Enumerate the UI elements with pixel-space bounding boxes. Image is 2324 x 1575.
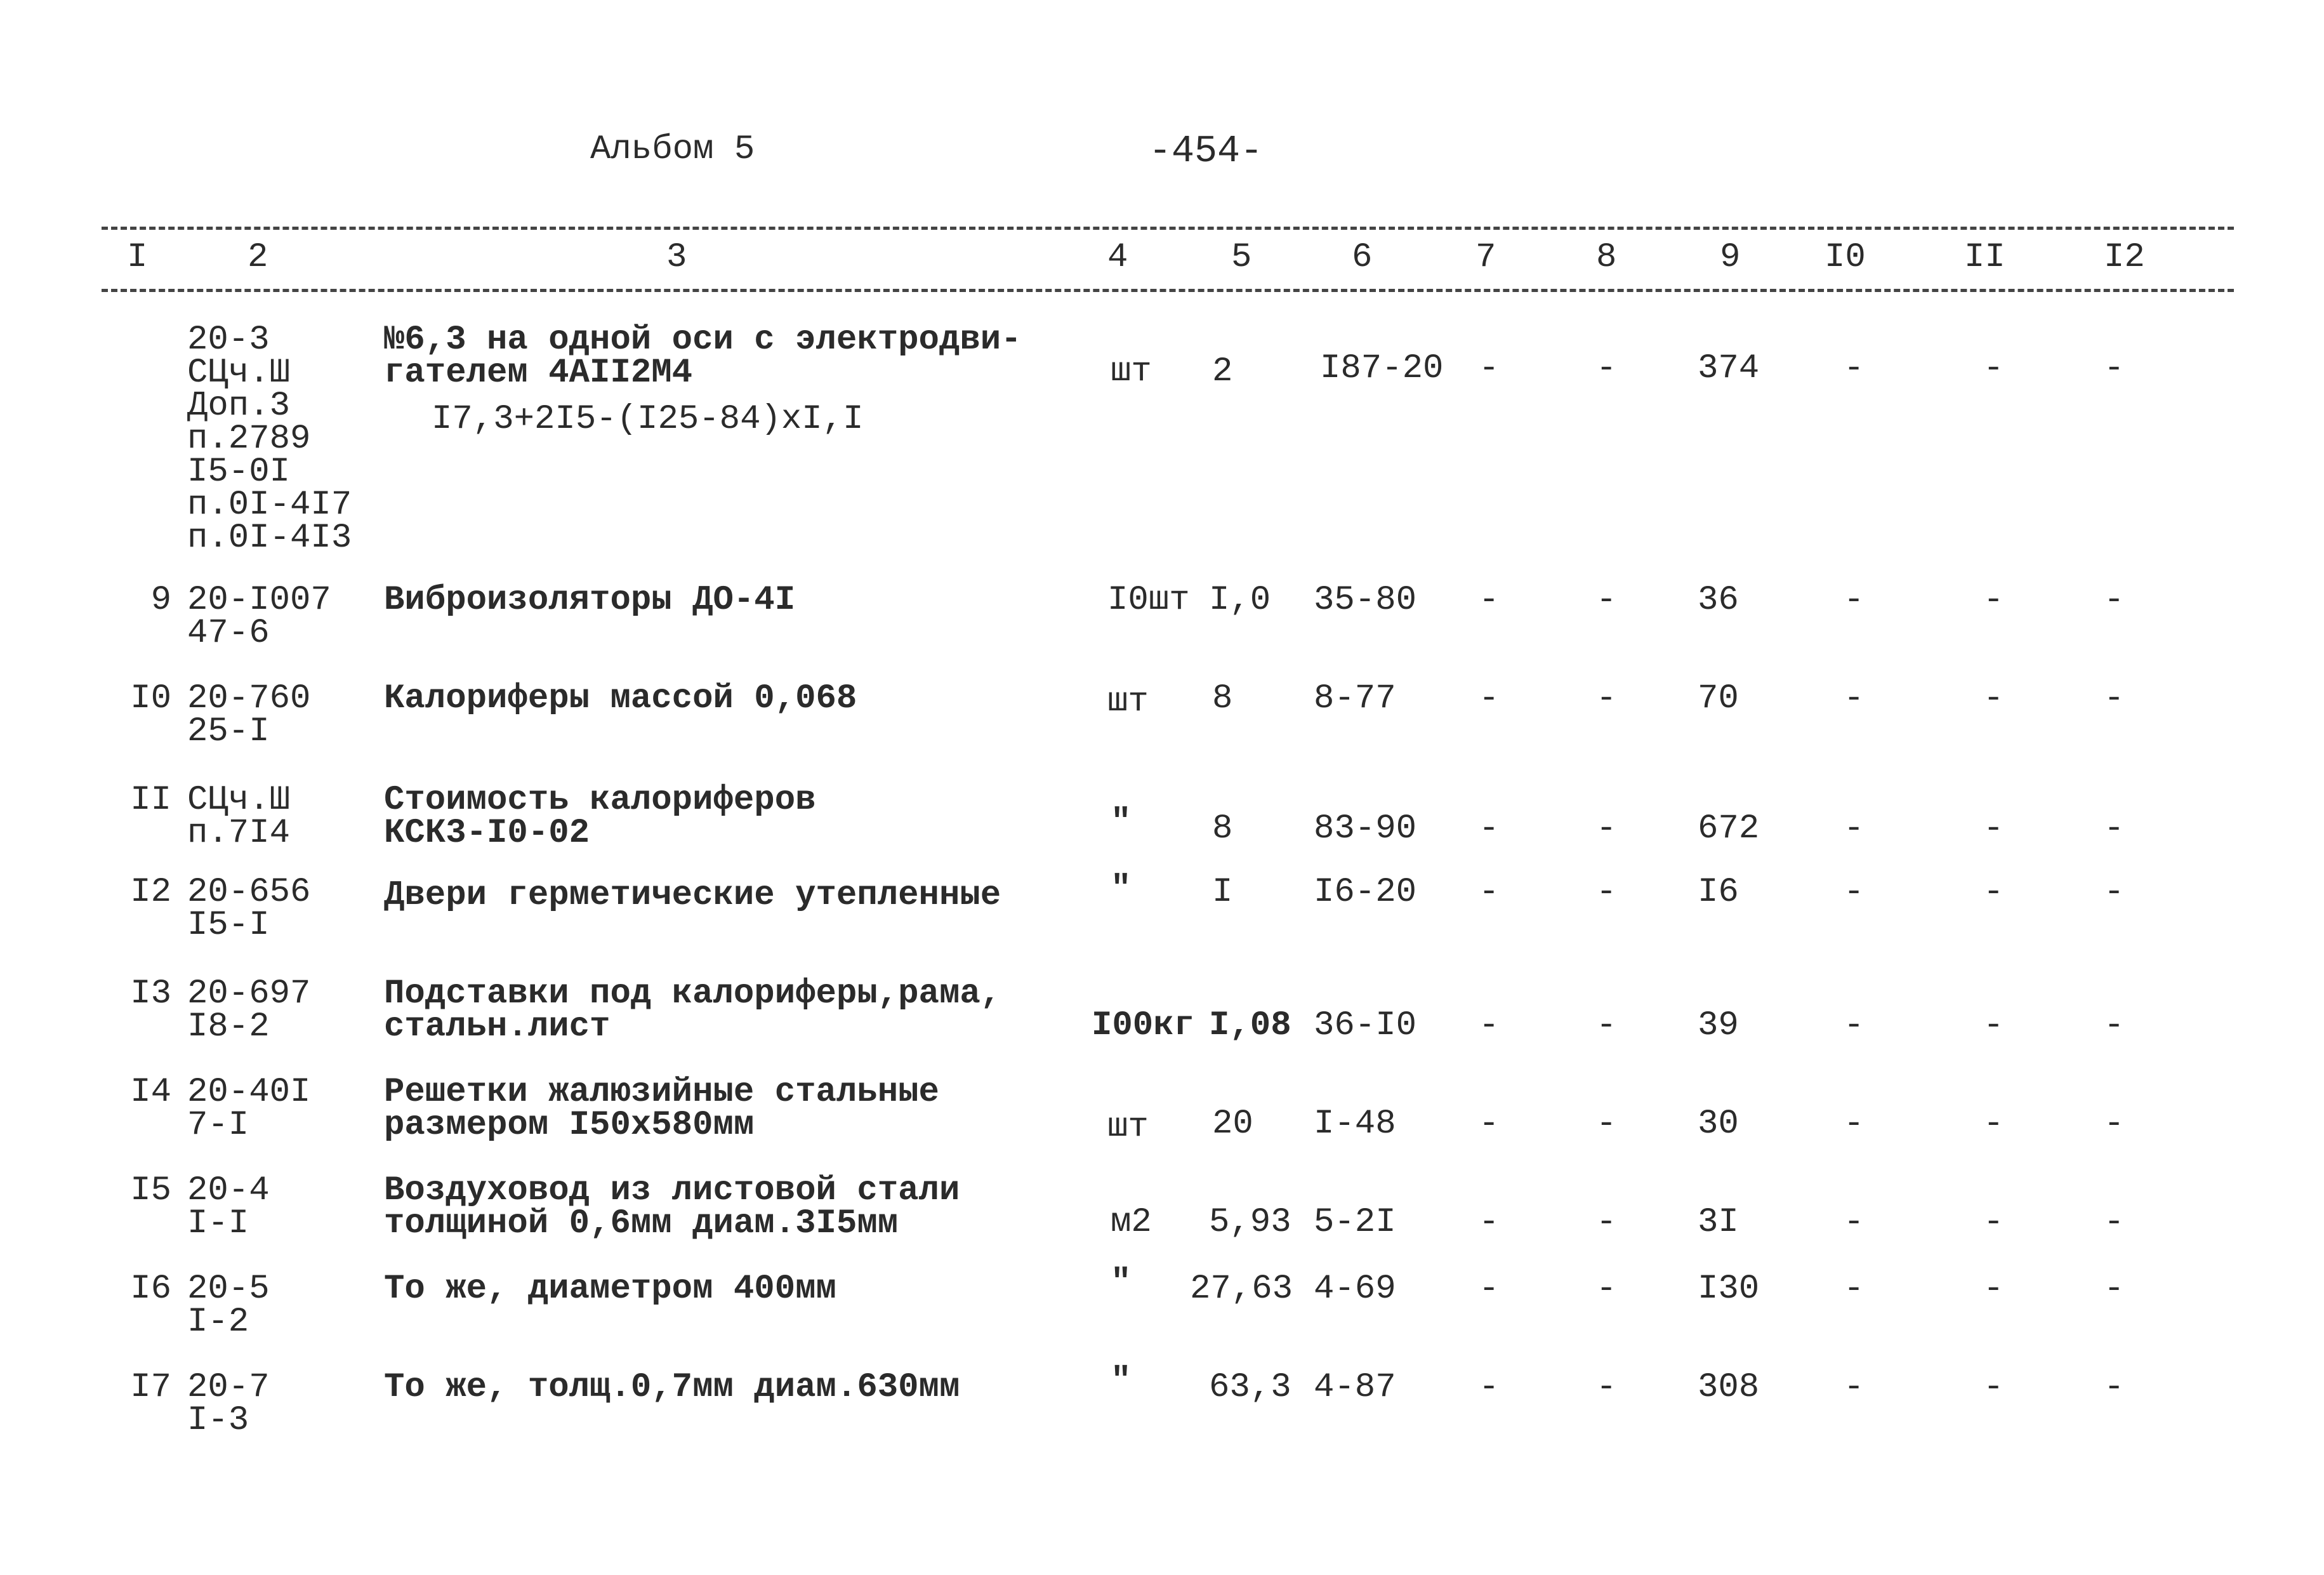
row-col12: - xyxy=(2104,1270,2125,1308)
row-col11: - xyxy=(1983,679,2004,718)
row-total: 39 xyxy=(1698,1006,1739,1045)
row-quantity: I,0 xyxy=(1209,581,1271,620)
table-top-rule xyxy=(102,227,2234,230)
row-code: 20-760 25-I xyxy=(187,679,311,751)
row-col11: - xyxy=(1983,1270,2004,1308)
row-col12: - xyxy=(2104,679,2125,718)
row-col12: - xyxy=(2104,809,2125,848)
row-unit: шт xyxy=(1111,352,1152,391)
row-col10: - xyxy=(1844,1270,1865,1308)
row-description: Подставки под калориферы,рама, стальн.лист xyxy=(384,974,1001,1046)
row-price: 8-77 xyxy=(1314,679,1396,718)
row-price: 4-87 xyxy=(1314,1368,1396,1407)
row-total: I30 xyxy=(1698,1270,1760,1308)
row-description: Решетки жалюзийные стальные размером I50х580мм xyxy=(384,1073,939,1145)
row-col11: - xyxy=(1983,1006,2004,1045)
row-total: 36 xyxy=(1698,581,1739,620)
row-quantity: 8 xyxy=(1212,809,1233,848)
row-code: 20-656 I5-I xyxy=(187,873,311,945)
row-quantity: 63,3 xyxy=(1209,1368,1291,1407)
column-number-9: 9 xyxy=(1720,238,1741,277)
row-col8: - xyxy=(1596,349,1617,388)
row-quantity: I xyxy=(1212,873,1233,912)
row-col10: - xyxy=(1844,1203,1865,1242)
row-number: II xyxy=(130,781,171,820)
row-total: 3I xyxy=(1698,1203,1739,1242)
row-quantity: 2 xyxy=(1212,352,1233,391)
row-col12: - xyxy=(2104,349,2125,388)
column-number-2: 2 xyxy=(248,238,268,277)
row-col7: - xyxy=(1479,1006,1500,1045)
row-col7: - xyxy=(1479,1203,1500,1242)
row-unit: шт xyxy=(1107,682,1149,721)
column-number-8: 8 xyxy=(1596,238,1617,277)
row-total: 308 xyxy=(1698,1368,1760,1407)
row-total: I6 xyxy=(1698,873,1739,912)
row-code: 20-40I 7-I xyxy=(187,1073,311,1145)
row-price: I-48 xyxy=(1314,1105,1396,1143)
column-number-5: 5 xyxy=(1231,238,1252,277)
row-col11: - xyxy=(1983,1203,2004,1242)
row-col8: - xyxy=(1596,1270,1617,1308)
row-formula: I7,3+2I5-(I25-84)xI,I xyxy=(432,400,864,439)
row-number: I0 xyxy=(130,679,171,718)
row-col8: - xyxy=(1596,1006,1617,1045)
row-unit: I0шт xyxy=(1107,581,1190,620)
row-quantity: 8 xyxy=(1212,679,1233,718)
row-code: 20-3 СЦч.Ш Доп.3 п.2789 I5-0I п.0I-4I7 п.0I-4I3 xyxy=(187,321,352,557)
row-col11: - xyxy=(1983,349,2004,388)
row-col12: - xyxy=(2104,1203,2125,1242)
row-number: 9 xyxy=(150,581,171,620)
row-description: Двери герметические утепленные xyxy=(384,876,1001,915)
row-col8: - xyxy=(1596,679,1617,718)
row-unit: " xyxy=(1111,803,1132,842)
column-number-12: I2 xyxy=(2104,238,2145,277)
row-number: I3 xyxy=(130,974,171,1013)
row-col11: - xyxy=(1983,873,2004,912)
row-col10: - xyxy=(1844,1006,1865,1045)
row-col10: - xyxy=(1844,679,1865,718)
row-code: 20-I007 47-6 xyxy=(187,581,331,653)
row-price: 83-90 xyxy=(1314,809,1417,848)
row-description: №6,3 на одной оси с электродви- гателем 4АII2М4 xyxy=(384,321,1022,392)
column-number-3: 3 xyxy=(666,238,687,277)
album-label: Альбом 5 xyxy=(590,130,755,169)
row-col8: - xyxy=(1596,809,1617,848)
row-price: 4-69 xyxy=(1314,1270,1396,1308)
row-col7: - xyxy=(1479,581,1500,620)
row-col11: - xyxy=(1983,581,2004,620)
column-number-6: 6 xyxy=(1352,238,1373,277)
row-code: 20-7 I-3 xyxy=(187,1368,270,1440)
row-code: 20-4 I-I xyxy=(187,1171,270,1243)
row-unit: I00кг xyxy=(1092,1006,1195,1045)
row-col12: - xyxy=(2104,1368,2125,1407)
row-price: I6-20 xyxy=(1314,873,1417,912)
row-number: I2 xyxy=(130,873,171,912)
row-col8: - xyxy=(1596,1105,1617,1143)
row-col7: - xyxy=(1479,809,1500,848)
row-col7: - xyxy=(1479,1270,1500,1308)
row-col12: - xyxy=(2104,1105,2125,1143)
row-col12: - xyxy=(2104,1006,2125,1045)
row-col10: - xyxy=(1844,809,1865,848)
row-price: I87-20 xyxy=(1320,349,1444,388)
row-total: 70 xyxy=(1698,679,1739,718)
row-quantity: I,08 xyxy=(1209,1006,1291,1045)
row-col11: - xyxy=(1983,1368,2004,1407)
row-col8: - xyxy=(1596,1203,1617,1242)
row-unit: " xyxy=(1111,1362,1132,1400)
row-col8: - xyxy=(1596,1368,1617,1407)
row-description: Стоимость калориферов КСК3-I0-02 xyxy=(384,781,816,853)
row-number: I6 xyxy=(130,1270,171,1308)
row-price: 36-I0 xyxy=(1314,1006,1417,1045)
row-col12: - xyxy=(2104,581,2125,620)
row-col12: - xyxy=(2104,873,2125,912)
column-number-4: 4 xyxy=(1107,238,1128,277)
row-col7: - xyxy=(1479,1368,1500,1407)
row-col8: - xyxy=(1596,581,1617,620)
row-col10: - xyxy=(1844,349,1865,388)
row-col10: - xyxy=(1844,581,1865,620)
row-price: 35-80 xyxy=(1314,581,1417,620)
column-number-1: I xyxy=(127,238,148,277)
column-number-11: II xyxy=(1964,238,2005,277)
row-quantity: 5,93 xyxy=(1209,1203,1291,1242)
row-quantity: 20 xyxy=(1212,1105,1253,1143)
row-unit: м2 xyxy=(1111,1203,1152,1242)
row-description: Воздуховод из листовой стали толщиной 0,6мм диам.3I5мм xyxy=(384,1171,960,1243)
row-price: 5-2I xyxy=(1314,1203,1396,1242)
row-unit: шт xyxy=(1107,1108,1149,1146)
column-number-10: I0 xyxy=(1825,238,1866,277)
page-number: -454- xyxy=(1149,130,1264,173)
row-code: 20-5 I-2 xyxy=(187,1270,270,1341)
row-col11: - xyxy=(1983,809,2004,848)
row-number: I5 xyxy=(130,1171,171,1210)
row-col11: - xyxy=(1983,1105,2004,1143)
row-col10: - xyxy=(1844,873,1865,912)
row-code: 20-697 I8-2 xyxy=(187,974,311,1046)
row-col7: - xyxy=(1479,1105,1500,1143)
row-total: 374 xyxy=(1698,349,1760,388)
table-header-rule xyxy=(102,289,2234,292)
row-unit: " xyxy=(1111,870,1132,908)
row-total: 672 xyxy=(1698,809,1760,848)
row-col7: - xyxy=(1479,349,1500,388)
row-description: То же, диаметром 400мм xyxy=(384,1270,836,1308)
row-col7: - xyxy=(1479,873,1500,912)
row-col7: - xyxy=(1479,679,1500,718)
column-number-7: 7 xyxy=(1476,238,1496,277)
row-quantity: 27,63 xyxy=(1190,1270,1293,1308)
row-description: То же, толщ.0,7мм диам.630мм xyxy=(384,1368,960,1407)
row-number: I7 xyxy=(130,1368,171,1407)
row-unit: " xyxy=(1111,1263,1132,1302)
row-description: Калориферы массой 0,068 xyxy=(384,679,857,718)
row-description: Виброизоляторы ДО-4I xyxy=(384,581,796,620)
row-col10: - xyxy=(1844,1368,1865,1407)
row-col10: - xyxy=(1844,1105,1865,1143)
row-col8: - xyxy=(1596,873,1617,912)
row-code: СЦч.Ш п.7I4 xyxy=(187,781,291,853)
row-number: I4 xyxy=(130,1073,171,1112)
row-total: 30 xyxy=(1698,1105,1739,1143)
